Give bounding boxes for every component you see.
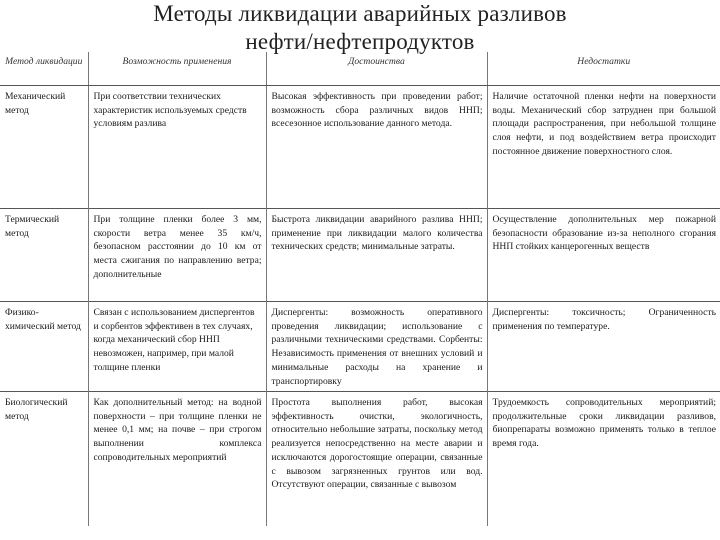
cell-method: Термический метод xyxy=(0,209,88,302)
cell-advantages: Простота выполнения работ, высокая эффективность очистки, экологичность, относительно небольшие затраты, поскольку метод реализуется непосредственно на месте аварии и исключаются дорогостоящие операции, связанные с вывозом загрязненных грунтов или вод. Отсутствуют операции, связанные с вывозом xyxy=(266,392,487,527)
page-title: Методы ликвидации аварийных разливов нефти/нефтепродуктов xyxy=(153,1,567,54)
header-disadvantages: Недостатки xyxy=(487,52,720,86)
cell-advantages: Диспергенты: возможность оперативного проведения ликвидации; использование с различными техническими средствами. Сорбенты: Независимость применения от внешних условий и минимальные расходы на хранение и транспортировку xyxy=(266,302,487,392)
header-advantages: Достоинства xyxy=(266,52,487,86)
table-header-row xyxy=(0,52,720,86)
cell-disadvantages: Осуществление дополнительных мер пожарной безопасности образование из-за неполного сгорания ННП стойких канцерогенных веществ xyxy=(487,209,720,302)
cell-applicability: При толщине пленки более 3 мм, скорости ветра менее 35 км/ч, безопасном расстоянии до 10 км от места сжигания по направлению ветра; дополнительные xyxy=(88,209,266,302)
cell-applicability: Связан с использованием диспергентов и сорбентов эффективен в тех случаях, когда механический сбор ННП невозможен, например, при малой толщине пленки xyxy=(88,302,266,392)
methods-table xyxy=(0,52,720,526)
cell-method: Физико-химический метод xyxy=(0,302,88,392)
cell-method: Механический метод xyxy=(0,86,88,209)
cell-advantages: Высокая эффективность при проведении работ; возможность сбора различных видов ННП; всесезонное использование данного метода. xyxy=(266,86,487,209)
header-method: Метод ликвидации xyxy=(0,52,88,86)
table-row xyxy=(0,392,720,527)
table-row xyxy=(0,302,720,392)
cell-advantages: Быстрота ликвидации аварийного разлива ННП; применение при ликвидации малого количества технических средств; минимальные затраты. xyxy=(266,209,487,302)
cell-method: Биологический метод xyxy=(0,392,88,527)
cell-applicability: При соответствии технических характеристик используемых средств условиям разлива xyxy=(88,86,266,209)
cell-disadvantages: Наличие остаточной пленки нефти на поверхности воды. Механический сбор затруднен при большой площади распространения, при небольшой толщине слоя нефти, и под воздействием ветра происходит постоянное движение поверхностного слоя. xyxy=(487,86,720,209)
header-applicability: Возможность применения xyxy=(88,52,266,86)
cell-disadvantages: Диспергенты: токсичность; Ограниченность применения по температуре. xyxy=(487,302,720,392)
cell-applicability: Как дополнительный метод: на водной поверхности – при толщине пленки не менее 0,1 мм; на почве – при строгом выполнении комплекса сопроводительных мероприятий xyxy=(88,392,266,527)
cell-disadvantages: Трудоемкость сопроводительных мероприятий; продолжительные сроки ликвидации разливов, биопрепараты возможно применять только в теплое время года. xyxy=(487,392,720,527)
table-row xyxy=(0,209,720,302)
table-row xyxy=(0,86,720,209)
